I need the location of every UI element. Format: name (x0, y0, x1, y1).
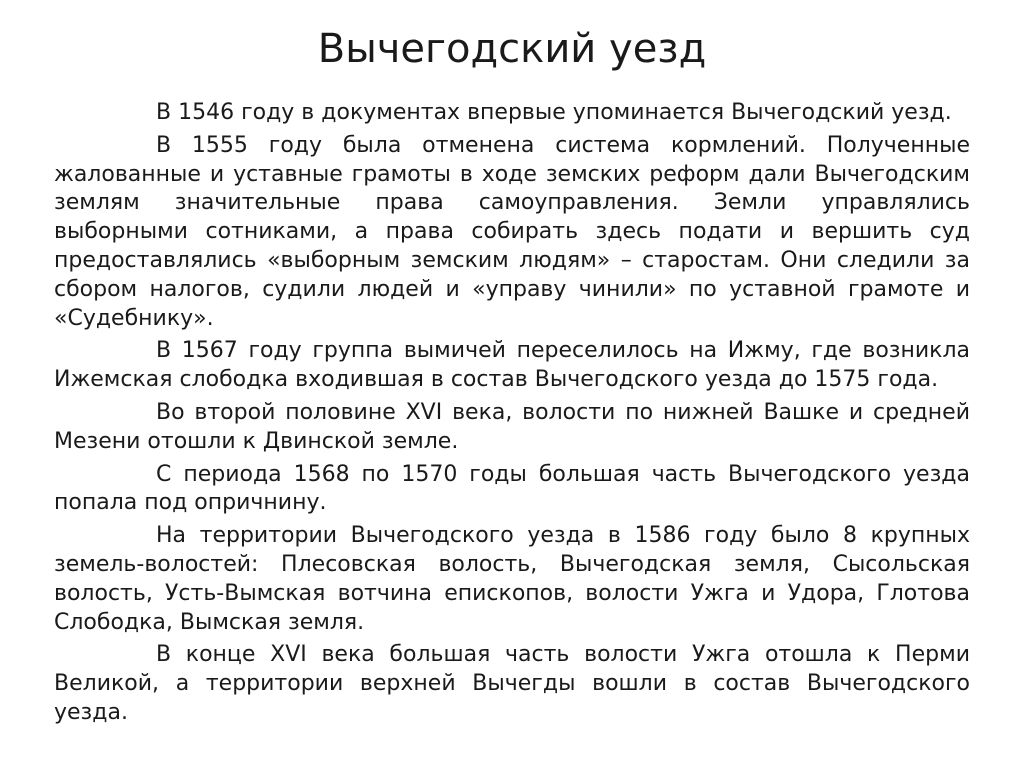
paragraph-end-xvi: В конце XVI века большая часть волости Ужга отошла к Перми Великой, а территории верхней Вычегды вошли в состав Вычегодского уезда. (54, 642, 970, 725)
paragraph-1555: В 1555 году была отменена система кормлений. Полученные жалованные и уставные грамоты в ходе земских реформ дали Вычегодским землям значительные права самоуправления. Земли управлялись выборными сотниками, а права собирать здесь подати и вершить суд предоставлялись «выборным земским людям» – старостам. Они следили за сбором налогов, судили людей и «управу чинили» по уставной грамоте и «Судебнику». (54, 132, 970, 331)
paragraph-1568-1570: С периода 1568 по 1570 годы большая часть Вычегодского уезда попала под опричнину. (54, 461, 970, 516)
paragraph-1546: В 1546 году в документах впервые упоминается Вычегодский уезд. (156, 100, 952, 125)
paragraph-second-half-xvi: Во второй половине XVI века, волости по нижней Вашке и средней Мезени отошли к Двинской земле. (54, 399, 970, 454)
slide-body (54, 99, 970, 728)
paragraph-1567: В 1567 году группа вымичей переселилось на Ижму, где возникла Ижемская слободка входившая в состав Вычегодского уезда до 1575 года. (54, 338, 970, 393)
slide-title: Вычегодский уезд (317, 26, 707, 72)
paragraph-1586: На территории Вычегодского уезда в 1586 году было 8 крупных земель-волостей: Плесовская волость, Вычегодская земля, Сысольская волость, Усть-Вымская вотчина епископов, волости Ужга и Удора, Глотова Слободка, Вымская земля. (54, 523, 970, 635)
